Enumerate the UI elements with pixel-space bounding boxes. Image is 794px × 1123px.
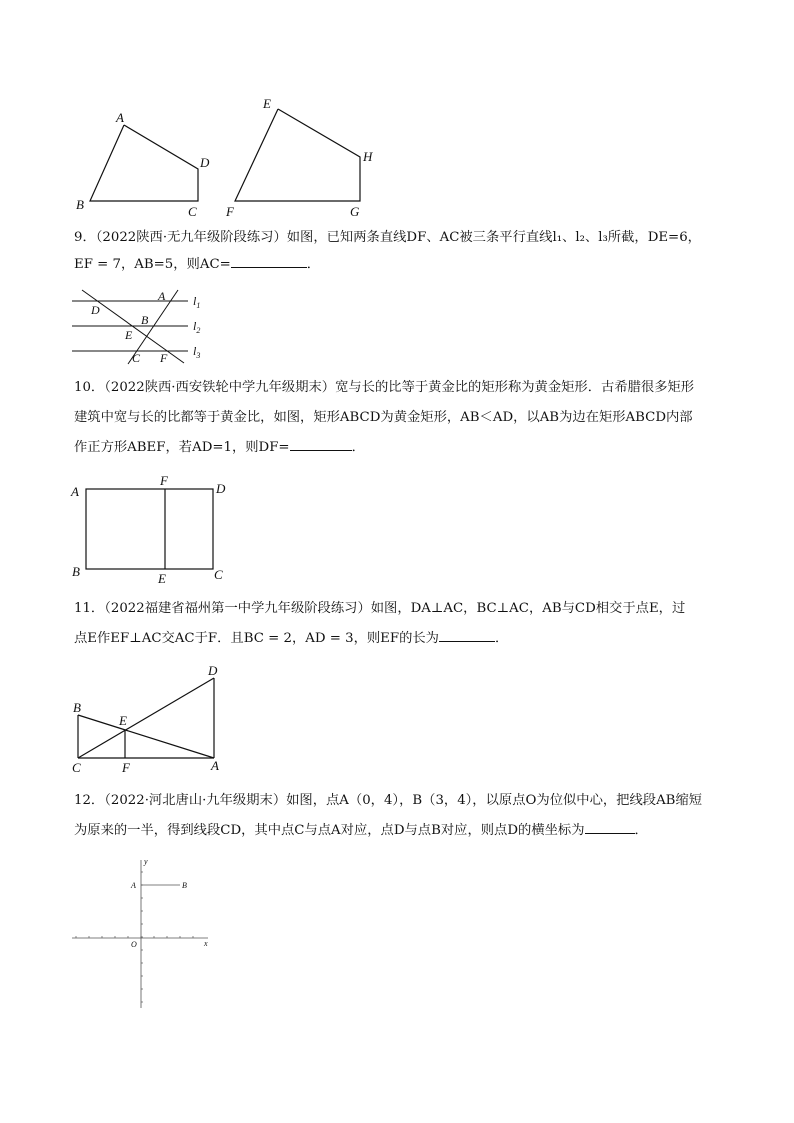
label-B: B — [76, 197, 84, 212]
answer-blank[interactable] — [231, 253, 307, 268]
q11-line1: 11．（2022福建省福州第一中学九年级阶段练习）如图，DA⊥AC，BC⊥AC，AB与CD相交于点E，过 — [74, 601, 686, 616]
label-E: E — [158, 571, 166, 586]
quadrilaterals-svg — [70, 95, 390, 225]
figure-q12 — [70, 856, 220, 1011]
q12-line2: 为原来的一半，得到线段CD，其中点C与点A对应，点D与点B对应，则点D的横坐标为 ． — [74, 817, 724, 844]
q10-svg — [70, 472, 240, 588]
label-D: D — [216, 481, 226, 496]
q9-line2: EF = 7，AB=5，则AC= ． — [74, 251, 724, 278]
figure-q10 — [70, 472, 240, 588]
label-F: F — [122, 760, 130, 775]
label-B: B — [141, 313, 149, 327]
label-F: F — [226, 204, 234, 219]
label-l3: $l_3$ — [193, 344, 201, 360]
label-B: B — [73, 700, 81, 715]
q10-line1: 10．（2022陕西·西安铁轮中学九年级期末）宽与长的比等于黄金比的矩形称为黄金矩形．古希腊很多矩形 — [74, 380, 695, 395]
label-D: D — [91, 303, 100, 317]
label-B: B — [72, 564, 80, 579]
q11-line2: 点E作EF⊥AC交AC于F．且BC = 2，AD = 3，则EF的长为 ． — [74, 625, 724, 652]
quad-abcd — [90, 125, 198, 201]
label-y: y — [144, 857, 148, 866]
q10-line2: 建筑中宽与长的比都等于黄金比，如图，矩形ABCD为黄金矩形，AB＜AD，以AB为边在矩形ABCD内部 — [74, 410, 693, 425]
label-G: G — [350, 204, 360, 219]
label-F: F — [160, 351, 168, 365]
question-10 — [74, 374, 724, 461]
label-B: B — [182, 881, 187, 890]
label-A: A — [211, 758, 219, 773]
label-C: C — [132, 351, 141, 365]
q9-svg — [70, 288, 220, 366]
label-E: E — [263, 96, 271, 111]
q9-line1: 9．（2022陕西·无九年级阶段练习）如图，已知两条直线DF、AC被三条平行直线l₁、l₂、l₃所截，DE=6， — [74, 230, 701, 245]
q12-line1: 12．（2022·河北唐山·九年级期末）如图，点A（0，4），B（3，4），以原点O为位似中心，把线段AB缩短 — [74, 793, 703, 808]
label-H: H — [363, 149, 373, 164]
label-C: C — [188, 204, 197, 219]
quad-efgh — [235, 109, 360, 201]
figure-q9 — [70, 288, 220, 366]
label-F: F — [160, 473, 168, 488]
label-E: E — [125, 328, 133, 342]
label-O: O — [131, 940, 137, 949]
question-9 — [74, 224, 724, 278]
question-12 — [74, 787, 724, 844]
figure-quadrilaterals — [70, 95, 390, 225]
label-A: A — [158, 289, 166, 303]
answer-blank[interactable] — [439, 627, 495, 642]
answer-blank[interactable] — [290, 436, 352, 451]
label-x: x — [204, 939, 208, 948]
rect-ABCD — [86, 489, 213, 569]
segment-CD — [78, 678, 214, 758]
label-D: D — [208, 663, 218, 678]
answer-blank[interactable] — [585, 819, 635, 834]
label-C: C — [72, 760, 81, 775]
question-11 — [74, 595, 724, 652]
label-A: A — [71, 484, 79, 499]
label-E: E — [119, 713, 127, 728]
label-l2: $l_2$ — [193, 319, 201, 335]
segment-BA — [78, 715, 214, 758]
label-A: A — [131, 881, 136, 890]
label-A: A — [116, 110, 124, 125]
q11-svg — [70, 662, 230, 778]
label-C: C — [214, 567, 223, 582]
q10-line3: 作正方形ABEF，若AD=1，则DF= ． — [74, 434, 724, 461]
q12-svg — [70, 856, 220, 1011]
label-D: D — [200, 155, 210, 170]
figure-q11 — [70, 662, 230, 778]
label-l1: $l_1$ — [193, 294, 201, 310]
